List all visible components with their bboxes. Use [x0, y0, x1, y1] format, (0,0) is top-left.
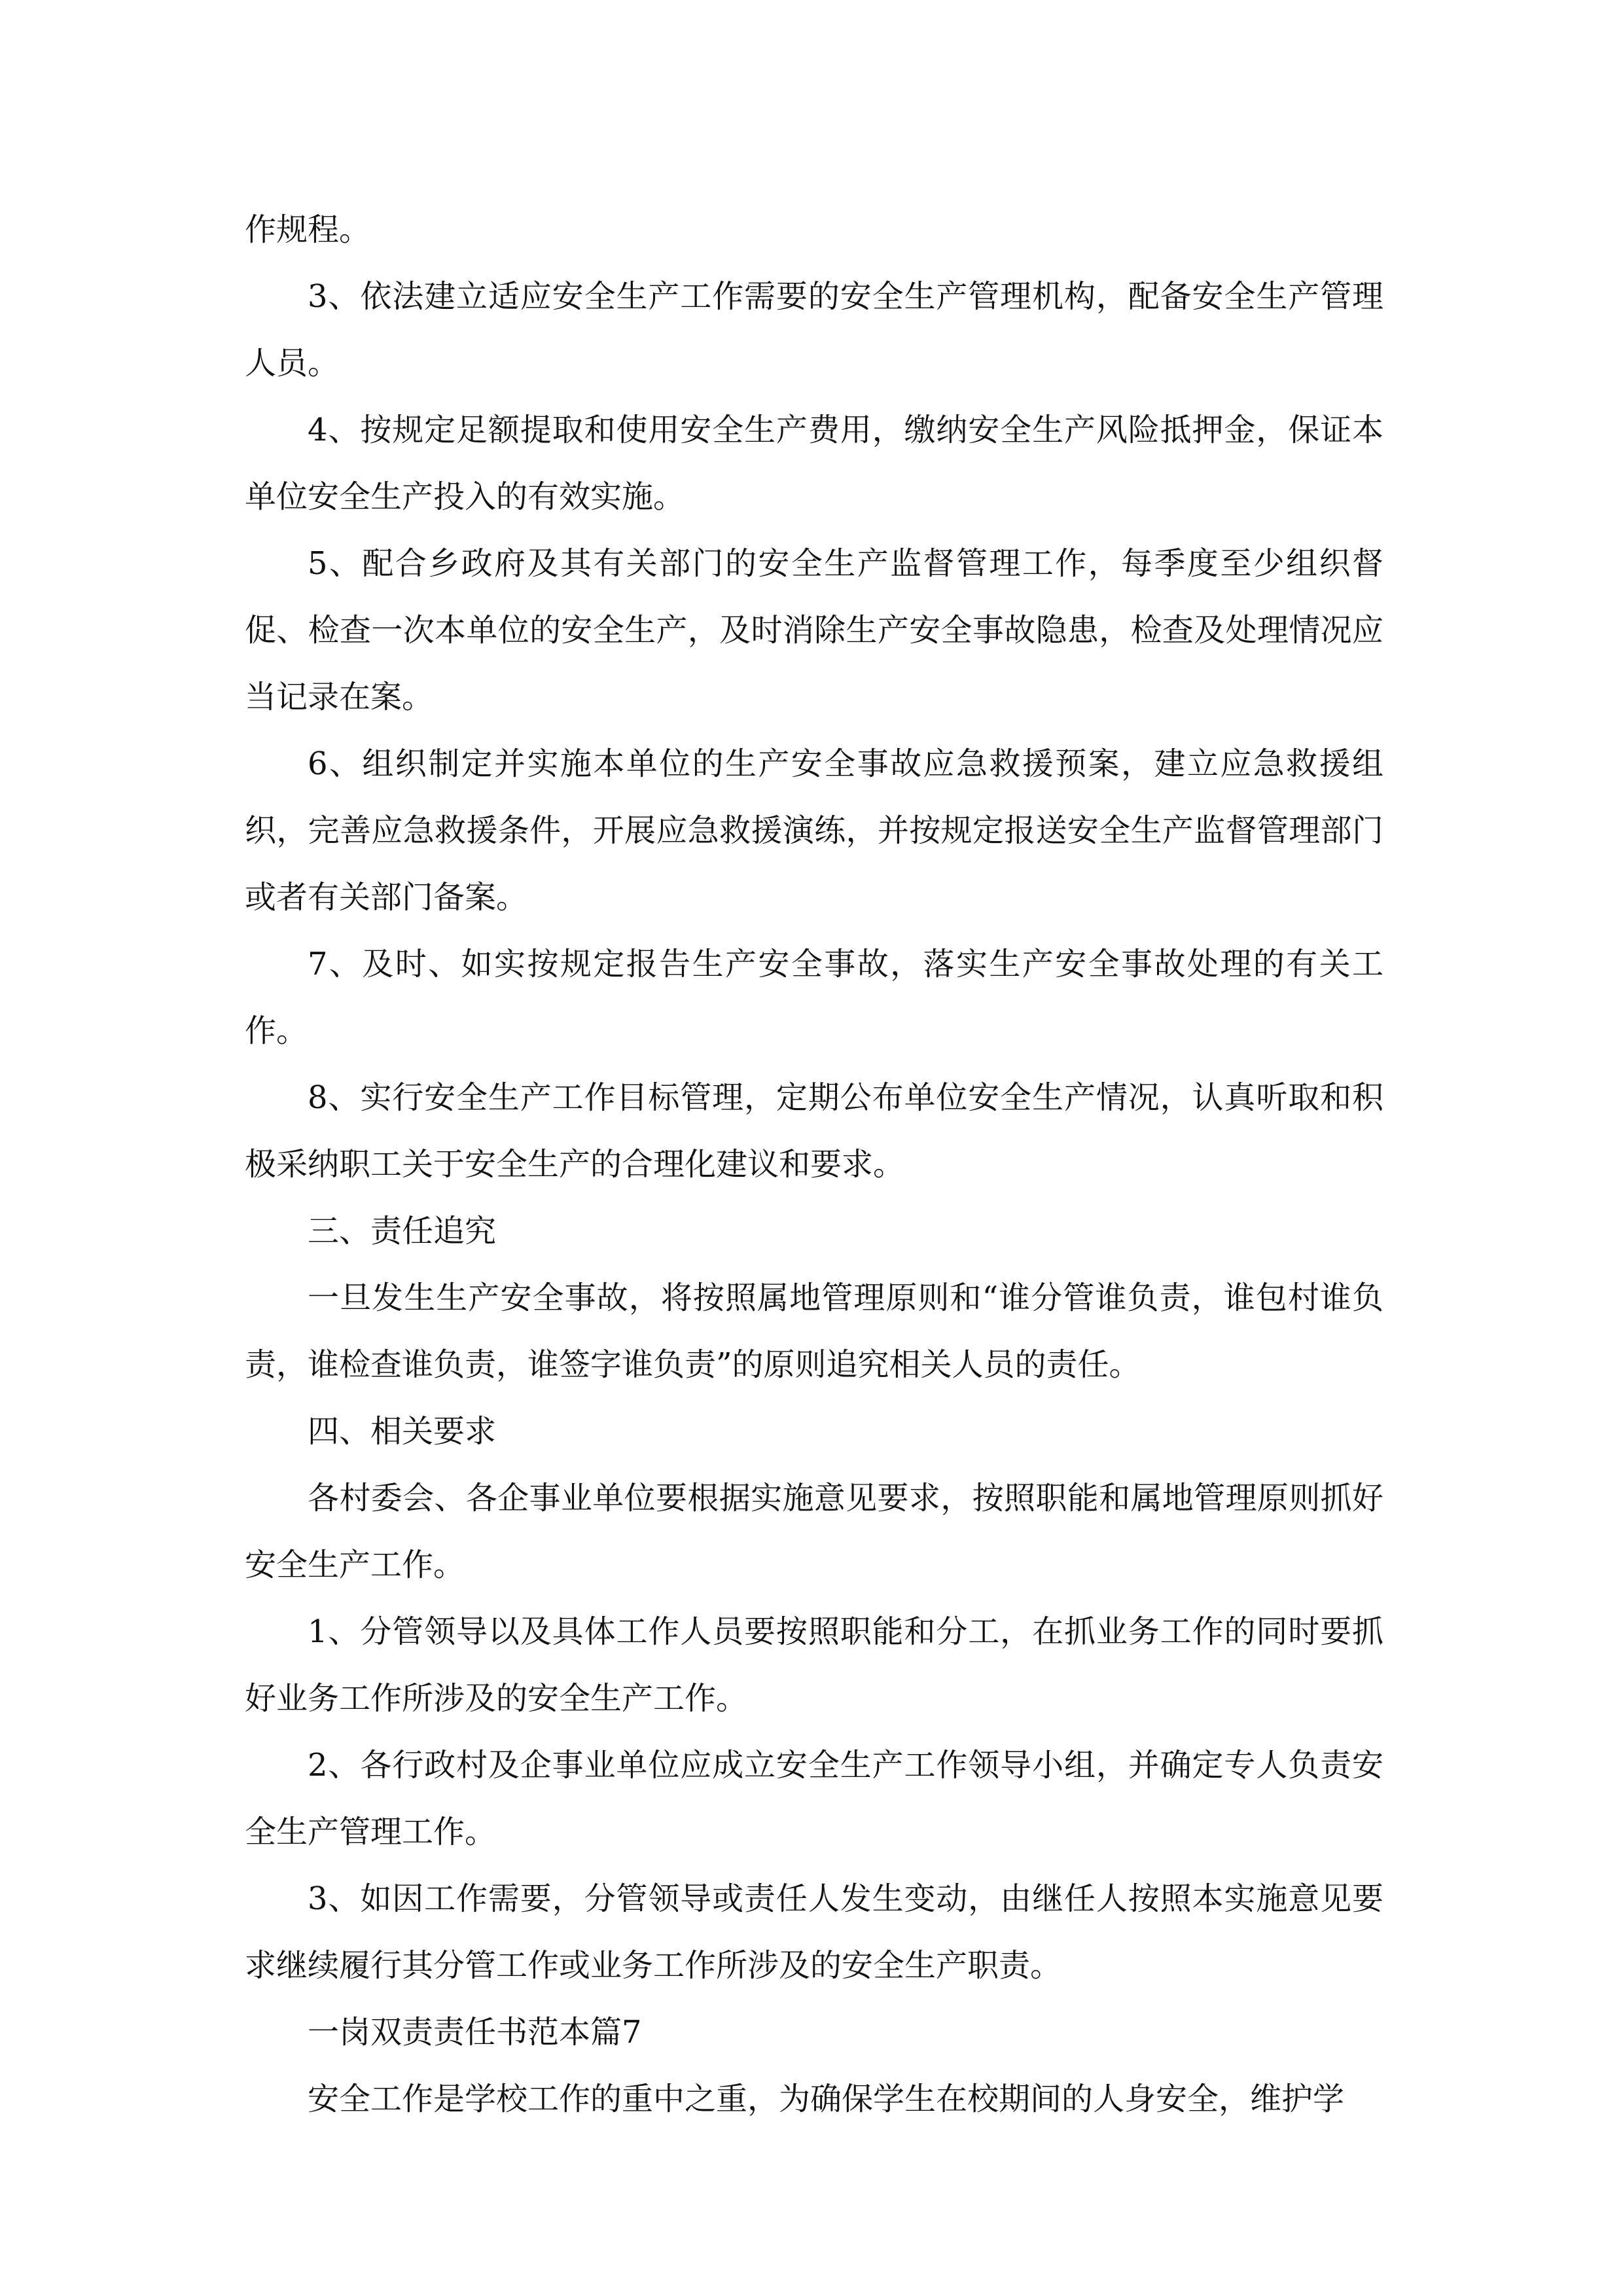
paragraph-requirement-3: 3、如因工作需要，分管领导或责任人发生变动，由继任人按照本实施意见要求继续履行其分管工作或业务工作所涉及的安全生产职责。: [245, 1880, 1383, 1984]
paragraph-accountability: 一旦发生生产安全事故，将按照属地管理原则和“谁分管谁负责，谁包村谁负责，谁检查谁负责，谁签字谁负责”的原则追究相关人员的责任。: [245, 1280, 1383, 1383]
section-heading-accountability: 三、责任追究: [308, 1213, 497, 1249]
paragraph-item-7: 7、及时、如实按规定报告生产安全事故，落实生产安全事故处理的有关工作。: [245, 946, 1383, 1049]
section-heading-requirements: 四、相关要求: [308, 1413, 497, 1450]
document-body: [245, 196, 1383, 2132]
paragraph-item-4: 4、按规定足额提取和使用安全生产费用，缴纳安全生产风险抵押金，保证本单位安全生产投入的有效实施。: [245, 412, 1383, 515]
paragraph-template-7-intro: 安全工作是学校工作的重中之重，为确保学生在校期间的人身安全，维护学: [308, 2081, 1345, 2117]
section-heading-template-7: 一岗双责责任书范本篇7: [308, 2014, 642, 2051]
paragraph-requirement-1: 1、分管领导以及具体工作人员要按照职能和分工，在抓业务工作的同时要抓好业务工作所涉及的安全生产工作。: [245, 1613, 1383, 1717]
paragraph-item-8: 8、实行安全生产工作目标管理，定期公布单位安全生产情况，认真听取和积极采纳职工关于安全生产的合理化建议和要求。: [245, 1079, 1383, 1183]
paragraph-requirements-intro: 各村委会、各企事业单位要根据实施意见要求，按照职能和属地管理原则抓好安全生产工作。: [245, 1480, 1383, 1583]
paragraph-item-3: 3、依法建立适应安全生产工作需要的安全生产管理机构，配备安全生产管理人员。: [245, 278, 1383, 382]
paragraph-item-5: 5、配合乡政府及其有关部门的安全生产监督管理工作，每季度至少组织督促、检查一次本单位的安全生产，及时消除生产安全事故隐患，检查及处理情况应当记录在案。: [245, 545, 1383, 715]
paragraph-item-6: 6、组织制定并实施本单位的生产安全事故应急救援预案，建立应急救援组织，完善应急救援条件，开展应急救援演练，并按规定报送安全生产监督管理部门或者有关部门备案。: [245, 745, 1383, 916]
paragraph-requirement-2: 2、各行政村及企事业单位应成立安全生产工作领导小组，并确定专人负责安全生产管理工作。: [245, 1747, 1383, 1850]
paragraph-continuation: 作规程。: [245, 211, 371, 248]
